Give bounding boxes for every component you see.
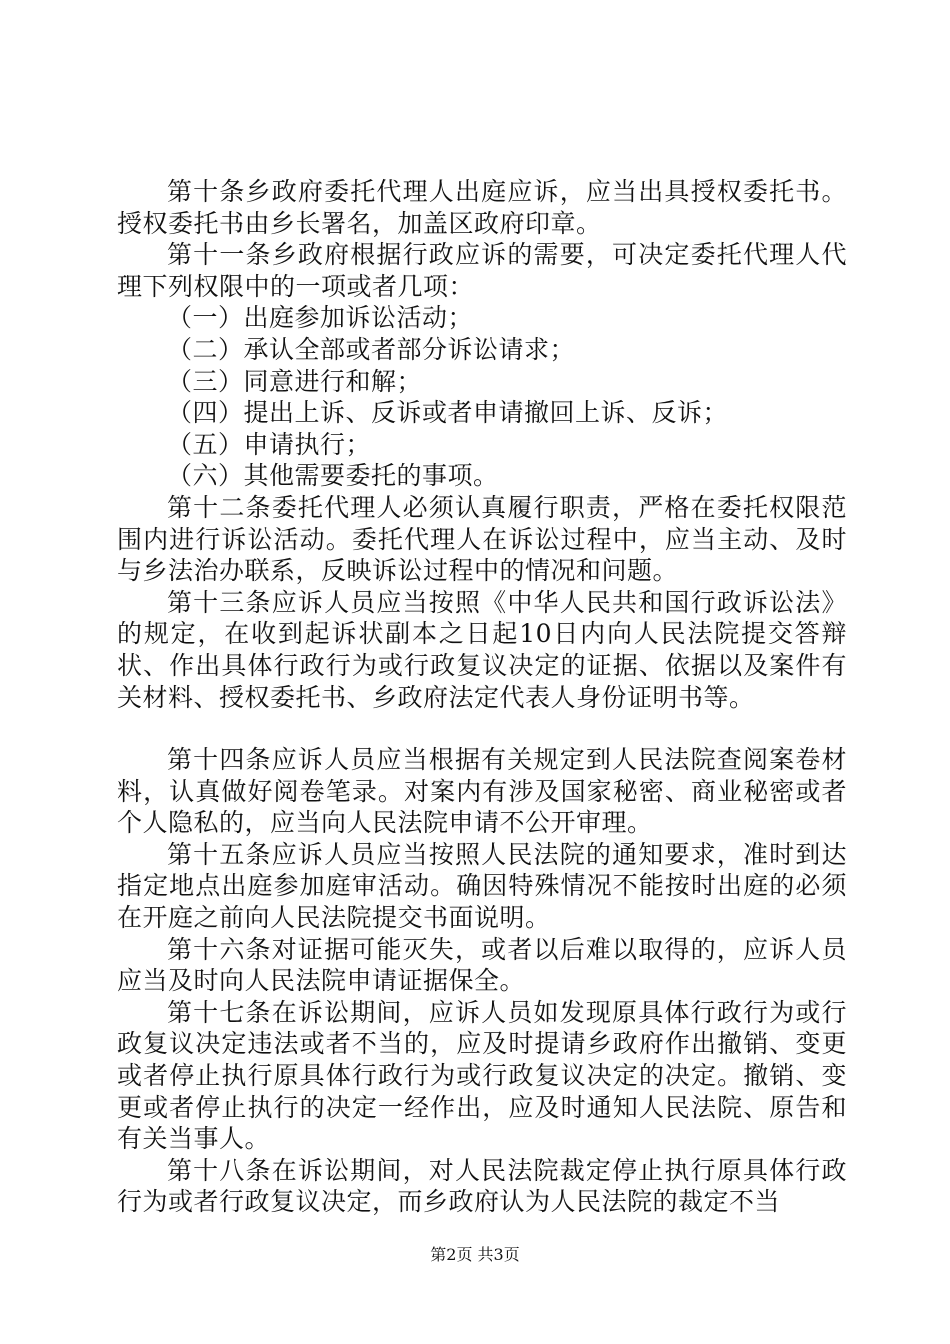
paragraph-article-11: 第十一条乡政府根据行政应诉的需要，可决定委托代理人代理下列权限中的一项或者几项： (117, 240, 847, 301)
list-item-1: （一）出庭参加诉讼活动； (167, 303, 474, 333)
paragraph-article-14: 第十四条应诉人员应当根据有关规定到人民法院查阅案卷材料，认真做好阅卷笔录。对案内有涉及国家秘密、商业秘密或者个人隐私的，应当向人民法院申请不公开审理。 (117, 745, 847, 838)
paragraph-article-10: 第十条乡政府委托代理人出庭应诉，应当出具授权委托书。授权委托书由乡长署名，加盖区政府印章。 (117, 177, 847, 238)
page-footer (0, 1245, 950, 1265)
list-item-5: （五）申请执行； (167, 429, 372, 459)
page-number-label: 第2页 共3页 (430, 1245, 520, 1264)
document-body (117, 176, 847, 1218)
paragraph-article-13: 第十三条应诉人员应当按照《中华人民共和国行政诉讼法》的规定，在收到起诉状副本之日起10日内向人民法院提交答辩状、作出具体行政行为或行政复议决定的证据、依据以及案件有关材料、授权委托书、乡政府法定代表人身份证明书等。 (117, 587, 847, 712)
list-item-2: （二）承认全部或者部分诉讼请求； (167, 334, 576, 364)
paragraph-article-18: 第十八条在诉讼期间，对人民法院裁定停止执行原具体行政行为或者行政复议决定，而乡政府认为人民法院的裁定不当 (117, 1155, 847, 1217)
paragraph-article-16: 第十六条对证据可能灭失，或者以后难以取得的，应诉人员应当及时向人民法院申请证据保全。 (117, 934, 847, 996)
paragraph-article-12: 第十二条委托代理人必须认真履行职责，严格在委托权限范围内进行诉讼活动。委托代理人在诉讼过程中，应当主动、及时与乡法治办联系，反映诉讼过程中的情况和问题。 (117, 492, 847, 586)
paragraph-article-17: 第十七条在诉讼期间，应诉人员如发现原具体行政行为或行政复议决定违法或者不当的，应及时提请乡政府作出撤销、变更或者停止执行原具体行政行为或行政复议决定的决定。撤销、变更或者停止执行的决定一经作出，应及时通知人民法院、原告和有关当事人。 (117, 997, 847, 1154)
paragraph-article-15: 第十五条应诉人员应当按照人民法院的通知要求，准时到达指定地点出庭参加庭审活动。确因特殊情况不能按时出庭的必须在开庭之前向人民法院提交书面说明。 (117, 839, 847, 933)
list-item-4: （四）提出上诉、反诉或者申请撤回上诉、反诉； (167, 398, 729, 428)
list-item-6: （六）其他需要委托的事项。 (167, 461, 499, 491)
list-item-3: （三）同意进行和解； (167, 366, 423, 396)
